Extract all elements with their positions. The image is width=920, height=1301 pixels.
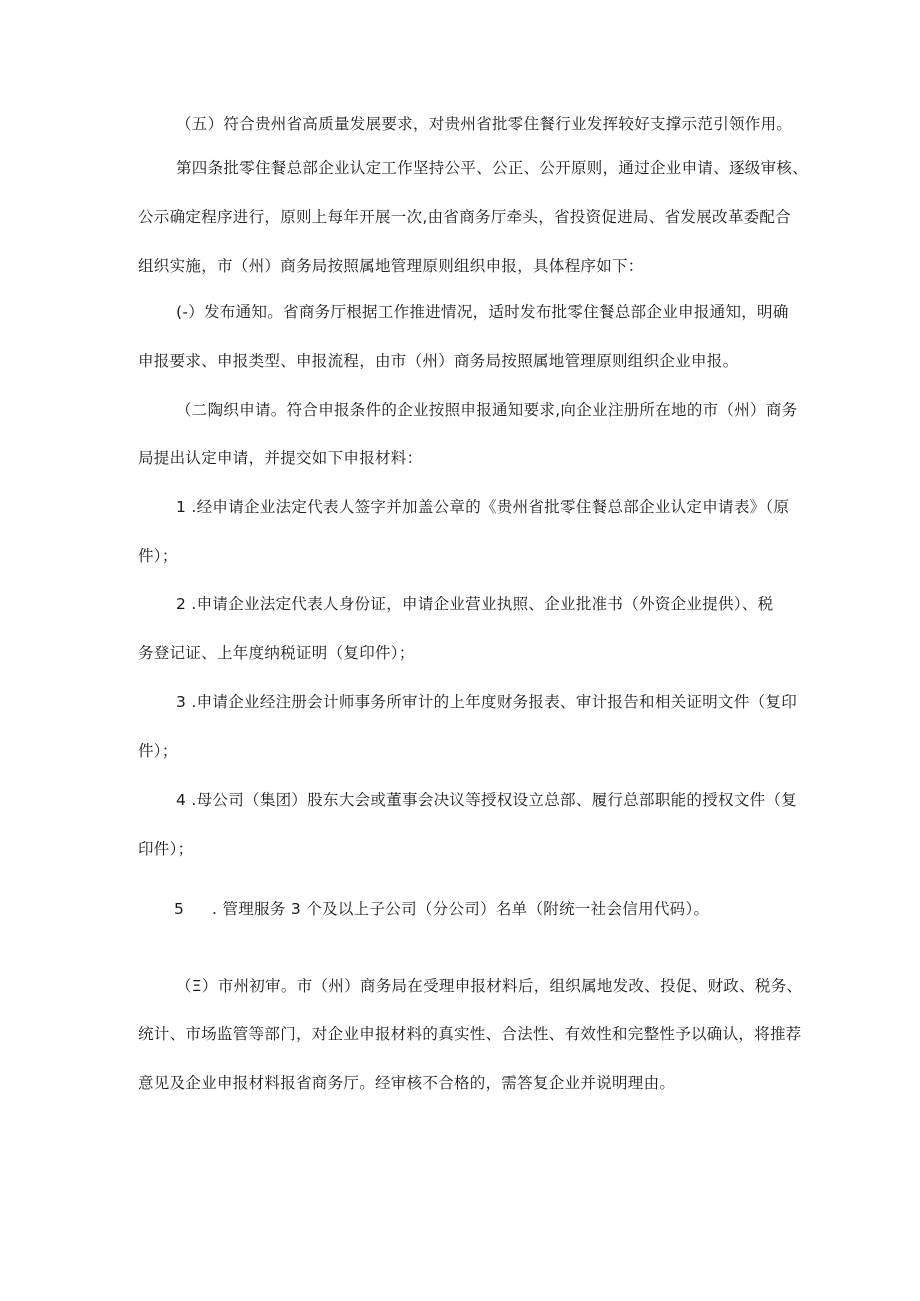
list-item-line: 件）；	[138, 547, 178, 565]
paragraph-line: （二陶织申请。符合申报条件的企业按照申报通知要求,向企业注册所在地的市（州）商务	[176, 401, 798, 419]
list-item-line: 4 .母公司（集团）股东大会或董事会决议等授权设立总部、履行总部职能的授权文件（复	[176, 791, 798, 809]
list-item-line: 印件）；	[138, 840, 194, 858]
paragraph-line: （五）符合贵州省高质量发展要求，对贵州省批零住餐行业发挥较好支撑示范引领作用。	[176, 115, 793, 133]
list-item-line: 件）；	[138, 742, 178, 760]
paragraph-line: 组织实施，市（州）商务局按照属地管理原则组织申报，具体程序如下：	[138, 257, 644, 275]
paragraph-line: 申报要求、申报类型、申报流程，由市（州）商务局按照属地管理原则组织企业申报。	[138, 352, 739, 370]
list-item-line: 1 .经申请企业法定代表人签字并加盖公章的《贵州省批零住餐总部企业认定申请表》（原	[176, 498, 790, 516]
paragraph-line: 局提出认定申请，并提交如下申报材料：	[138, 449, 423, 467]
paragraph-line: （Ξ）市州初审。市（州）商务局在受理申报材料后，组织属地发改、投促、财政、税务、	[176, 977, 803, 995]
list-item-line: 务登记证、上年度纳税证明（复印件）；	[138, 644, 415, 662]
list-item-line: 3 .申请企业经注册会计师事务所审计的上年度财务报表、审计报告和相关证明文件（复印	[176, 693, 798, 711]
list-item-number: 5	[174, 900, 184, 918]
paragraph-line: 统计、市场监管等部门，对企业申报材料的真实性、合法性、有效性和完整性予以确认，将推荐	[138, 1025, 802, 1043]
paragraph-line: 第四条批零住餐总部企业认定工作坚持公平、公正、公开原则，通过企业申请、逐级审核、	[176, 159, 809, 177]
paragraph-line: (-）发布通知。省商务厅根据工作推进情况，适时发布批零住餐总部企业申报通知，明确	[176, 303, 789, 321]
paragraph-line: 公示确定程序进行，原则上每年开展一次,由省商务厅牵头，省投资促进局、省发展改革委配合	[138, 208, 792, 226]
paragraph-line: 意见及企业申报材料报省商务厅。经审核不合格的，需答复企业并说明理由。	[138, 1074, 676, 1092]
list-item-line: . 管理服务 3 个及以上子公司（分公司）名单（附统一社会信用代码）。	[212, 900, 710, 918]
list-item-line: 2 .申请企业法定代表人身份证，申请企业营业执照、企业批准书（外资企业提供）、税	[176, 595, 774, 613]
